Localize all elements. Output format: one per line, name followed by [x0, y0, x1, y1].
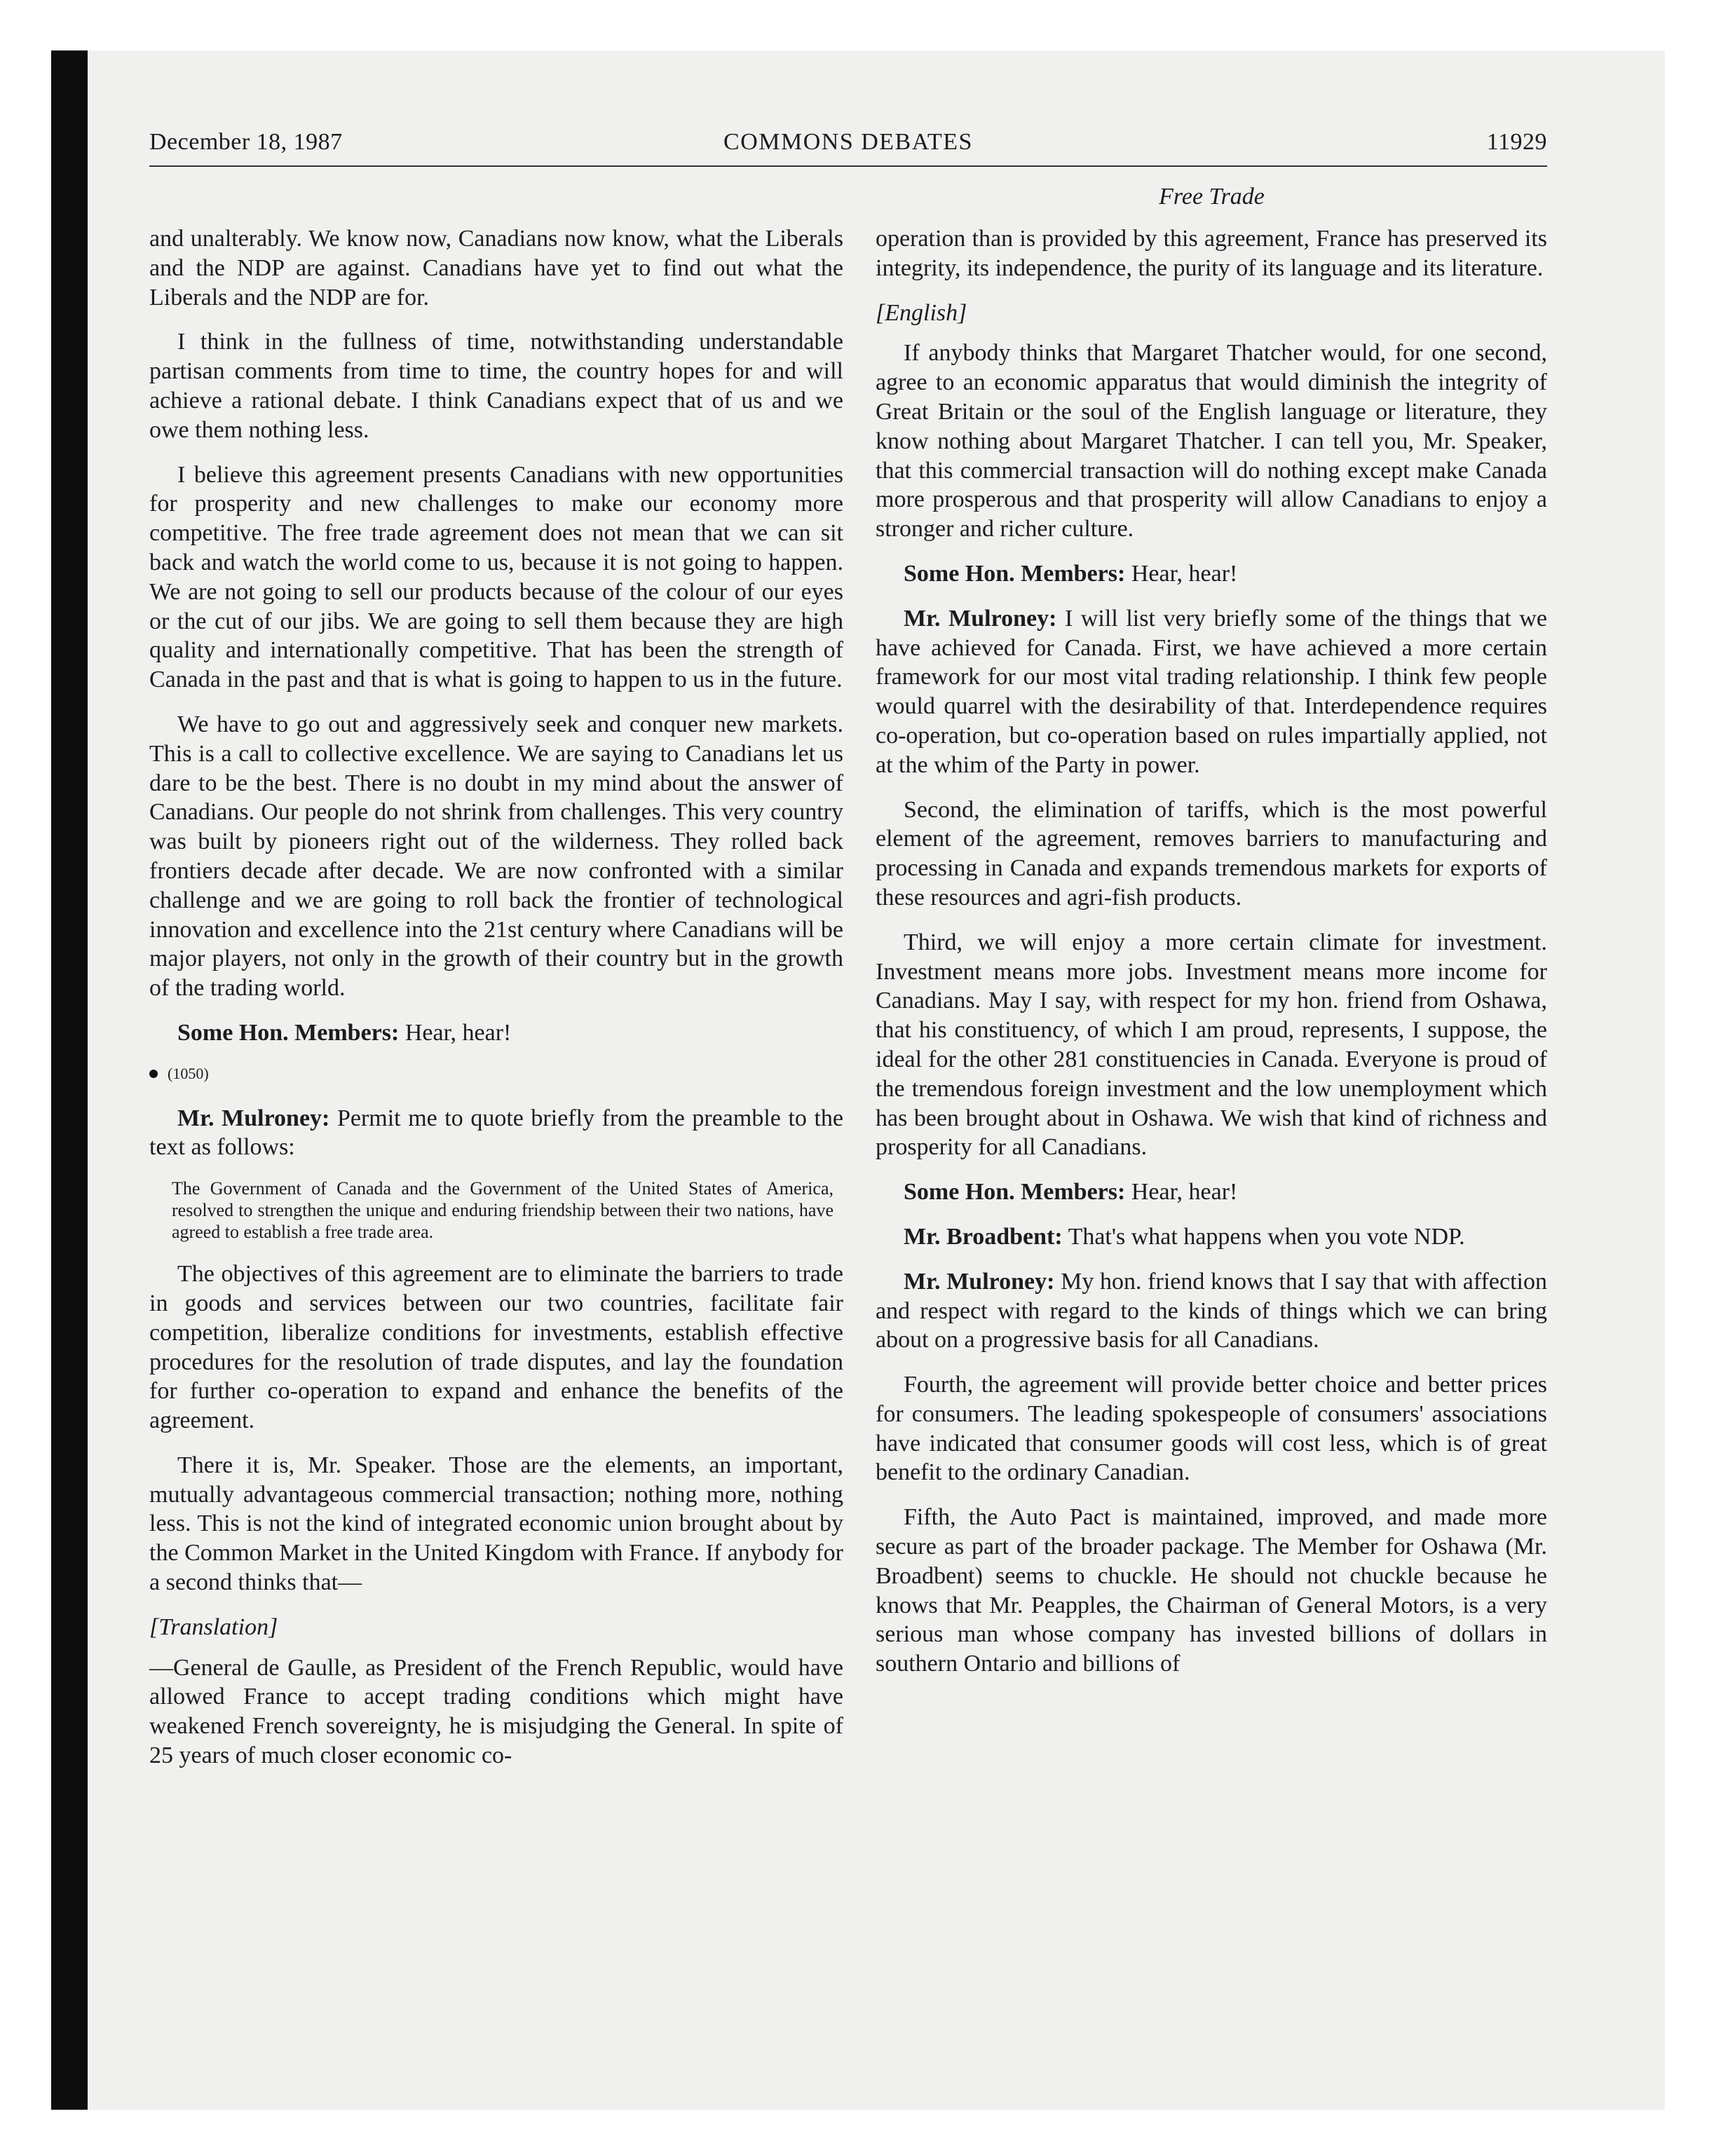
language-marker: [Translation] — [149, 1613, 278, 1640]
speech-entry — [876, 1267, 1547, 1355]
subject-heading: Free Trade — [1159, 184, 1265, 210]
paragraph: I think in the fullness of time, notwithstanding understandable partisan comments from time to time, the country hopes for and will achieve a rational debate. I think Canadians expect that of us and we owe them nothing less. — [149, 329, 843, 443]
speech-entry — [876, 559, 1547, 589]
speech-entry — [149, 1018, 843, 1048]
speech-text: Hear, hear! — [1125, 560, 1238, 587]
page-number: 11929 — [1486, 129, 1547, 155]
page-header — [149, 129, 1547, 165]
right-column — [876, 224, 1547, 1694]
timestamp-text: (1050) — [168, 1064, 209, 1082]
speaker-name: Some Hon. Members: — [904, 560, 1126, 587]
left-column — [149, 224, 843, 1786]
paragraph: We have to go out and aggressively seek and conquer new markets. This is a call to collective excellence. We are saying to Canadians let us dare to be the best. There is no doubt in my mind about the answer of Canadians. Our people do not shrink from challenges. This very country was built by pioneers right out of the wilderness. They rolled back frontiers decade after decade. We are now confronted with a similar challenge and we are going to roll back the frontier of technological innovation and excellence into the 21st century where Canadians will be major players, not only in the growth of their country but in the growth of the trading world. — [149, 711, 843, 1002]
speaker-name: Mr. Mulroney: — [904, 1268, 1055, 1295]
paragraph: —General de Gaulle, as President of the French Republic, would have allowed France to accept trading conditions which might have weakened French sovereignty, he is misjudging the General. In spite of 25 years of much closer economic co- — [149, 1654, 843, 1769]
speaker-name: Mr. Mulroney: — [177, 1105, 330, 1131]
speech-text: I will list very briefly some of the things that we have achieved for Canada. First, we have achieved a more certain framework for our most vital trading relationship. I think few people would quarrel with the desirability of that. Interdependence requires co-operation, but co-operation based on rules impartially applied, not at the whim of the Party in power. — [876, 605, 1547, 778]
speech-entry — [876, 1178, 1547, 1207]
paragraph: If anybody thinks that Margaret Thatcher would, for one second, agree to an economic apparatus that would diminish the integrity of Great Britain or the soul of the English language or literature, they know nothing about Margaret Thatcher. I can tell you, Mr. Speaker, that this commercial transaction will do nothing except make Canada more prosperous and that prosperity will allow Canadians to enjoy a stronger and richer culture. — [876, 340, 1547, 543]
header-date: December 18, 1987 — [149, 129, 343, 155]
paragraph: There it is, Mr. Speaker. Those are the elements, an important, mutually advantageous commercial transaction; nothing more, nothing less. This is not the kind of integrated economic union brought about by the Common Market in the United Kingdom with France. If anybody for a second thinks that— — [149, 1452, 843, 1596]
block-quote: The Government of Canada and the Government of the United States of America, resolved to strengthen the unique and enduring friendship between their two nations, have agreed to establish a free trade area. — [172, 1178, 834, 1243]
scan-margin-top — [0, 0, 1735, 50]
paragraph: Fifth, the Auto Pact is maintained, improved, and made more secure as part of the broader package. The Member for Oshawa (Mr. Broadbent) seems to chuckle. He should not chuckle because he knows that Mr. Peapples, the Chairman of General Motors, is a very serious man whose company has invested billions of dollars in southern Ontario and billions of — [876, 1504, 1547, 1677]
paragraph: I believe this agreement presents Canadians with new opportunities for prosperity and new challenges to make our economy more competitive. The free trade agreement does not mean that we can sit back and watch the world come to us, because it is not going to happen. We are not going to sell our products because of the colour of our eyes or the cut of our jibs. We are going to sell them because they are high quality and internationally competitive. That has been the strength of Canada in the past and that is what is going to happen to us in the future. — [149, 461, 843, 693]
speech-text: That's what happens when you vote NDP. — [1062, 1223, 1465, 1250]
speaker-name: Some Hon. Members: — [904, 1179, 1126, 1206]
paragraph: Second, the elimination of tariffs, which is the most powerful element of the agreement, removes barriers to manufacturing and processing in Canada and expands tremendous markets for exports of these resources and agri-fish products. — [876, 796, 1547, 910]
paragraph: Third, we will enjoy a more certain climate for investment. Investment means more jobs. Investment means more income for Canadians. May I say, with respect for my hon. friend from Oshawa, that his constituency, of which I am proud, represents, I suppose, the ideal for the other 281 constituencies in Canada. Everyone is proud of the tremendous foreign investment and the low unemployment which has been brought about in Oshawa. We wish that kind of richness and prosperity for all Canadians. — [876, 929, 1547, 1161]
scan-margin-bottom — [51, 2110, 1735, 2156]
bullet-icon — [149, 1070, 158, 1078]
paragraph: operation than is provided by this agreement, France has preserved its integrity, its independence, the purity of its language and its literature. — [876, 226, 1547, 281]
scan-margin-right — [1665, 50, 1735, 2156]
speaker-name: Some Hon. Members: — [177, 1019, 400, 1046]
header-rule — [149, 165, 1547, 167]
scan-binding-shadow — [51, 50, 88, 2110]
speech-entry — [876, 604, 1547, 780]
paragraph: The objectives of this agreement are to eliminate the barriers to trade in goods and services between our two countries, facilitate fair competition, liberalize conditions for investments, establish effective procedures for the resolution of trade disputes, and lay the foundation for further co-operation to expand and enhance the benefits of the agreement. — [149, 1261, 843, 1434]
paragraph: and unalterably. We know now, Canadians now know, what the Liberals and the NDP are against. Canadians have yet to find out what the Liberals and the NDP are for. — [149, 226, 843, 311]
speaker-name: Mr. Broadbent: — [904, 1223, 1063, 1250]
speech-text: Permit me to quote briefly from the preamble to the text as follows: — [149, 1105, 843, 1161]
language-marker: [English] — [876, 299, 967, 326]
speech-entry — [149, 1104, 843, 1163]
paragraph: Fourth, the agreement will provide better choice and better prices for consumers. The leading spokespeople of consumers' associations have indicated that consumer goods will cost less, which is of great benefit to the ordinary Canadian. — [876, 1372, 1547, 1486]
speaker-name: Mr. Mulroney: — [904, 605, 1057, 632]
speech-text: Hear, hear! — [1125, 1179, 1238, 1206]
header-title: COMMONS DEBATES — [723, 129, 973, 155]
speech-text: My hon. friend knows that I say that with affection and respect with regard to the kinds of things which we can bring about on a progressive basis for all Canadians. — [876, 1268, 1547, 1353]
timestamp-marker — [149, 1059, 843, 1089]
speech-text: Hear, hear! — [399, 1019, 512, 1046]
speech-entry — [876, 1222, 1547, 1252]
scan-margin-left — [0, 0, 51, 2156]
